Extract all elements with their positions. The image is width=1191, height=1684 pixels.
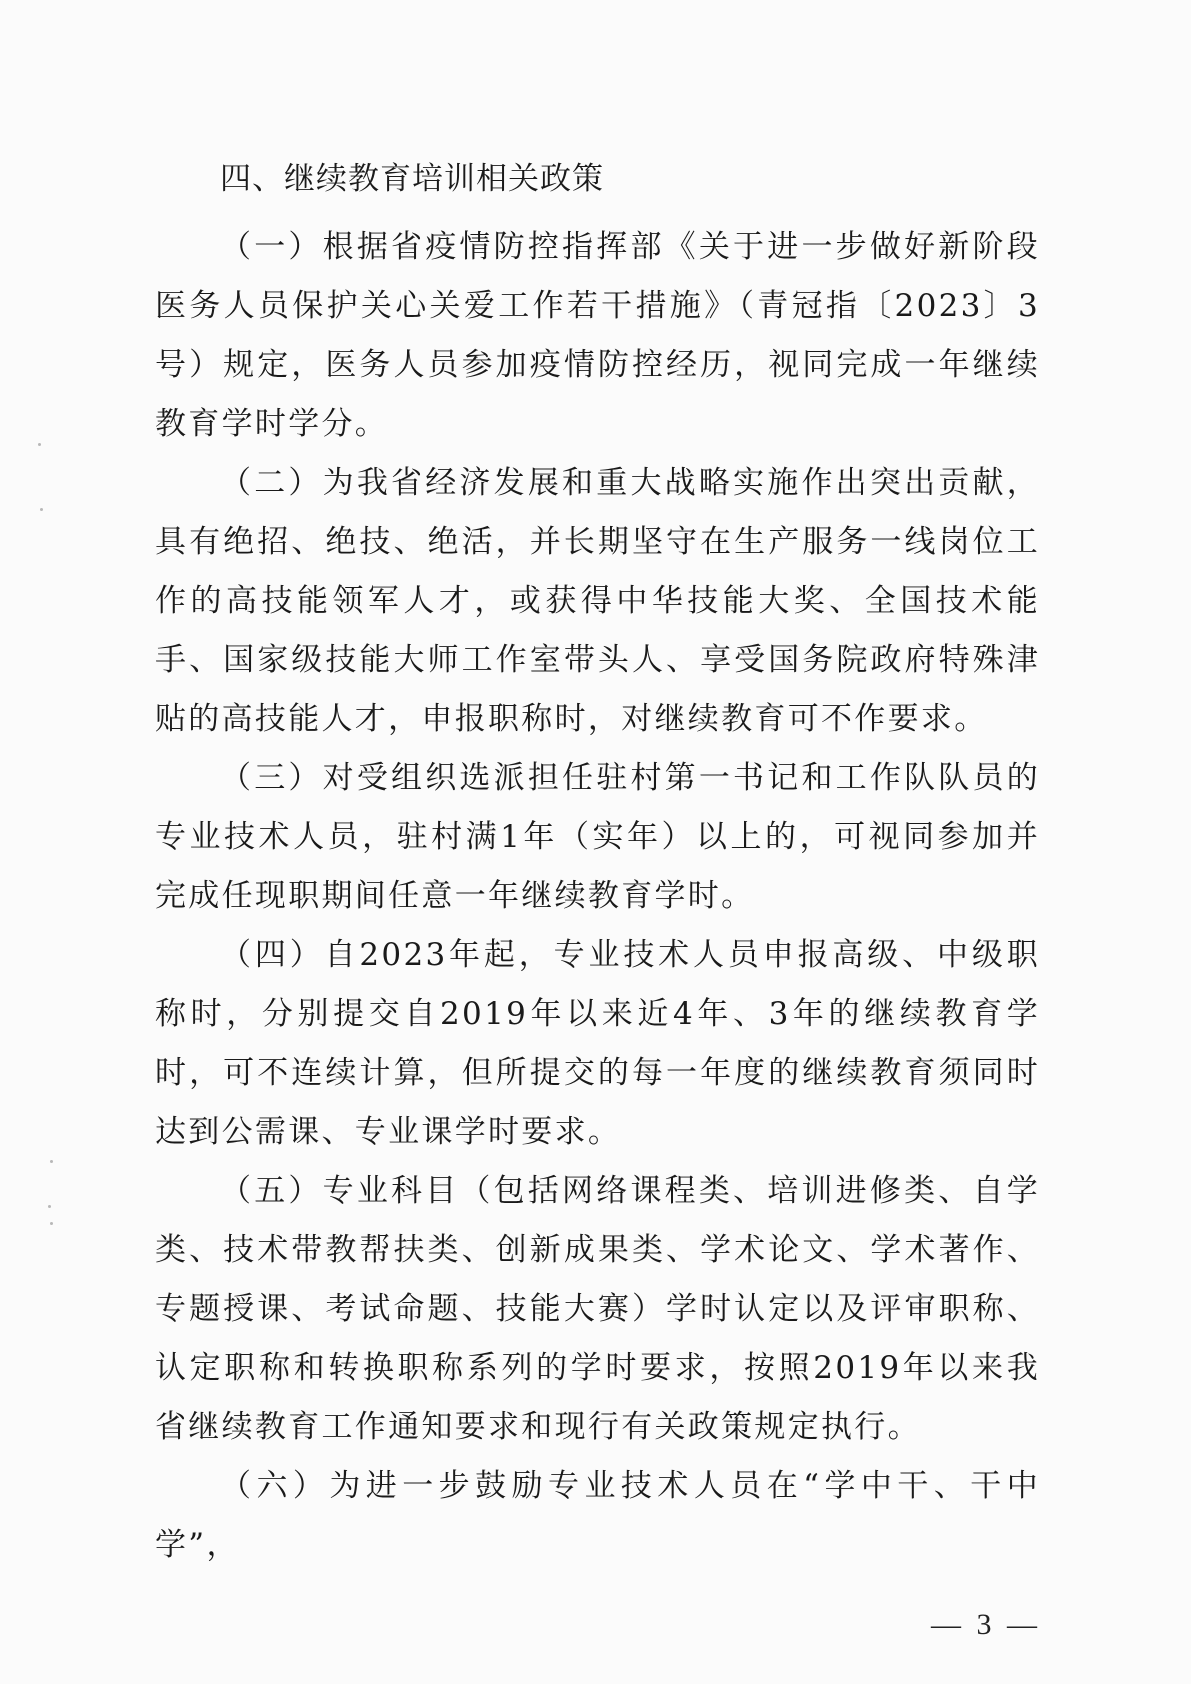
page-number: — 3 —: [931, 1608, 1041, 1641]
paragraph-3: （三）对受组织选派担任驻村第一书记和工作队队员的专业技术人员，驻村满1年（实年）以上的，可视同参加并完成任现职期间任意一年继续教育学时。: [155, 760, 1040, 914]
scan-speck: [50, 1160, 53, 1163]
section-heading: 四、继续教育培训相关政策: [220, 161, 604, 197]
paragraph-6: （六）为进一步鼓励专业技术人员在“学中干、干中学”，: [155, 1468, 1040, 1563]
paragraph-5: （五）专业科目（包括网络课程类、培训进修类、自学类、技术带教帮扶类、创新成果类、学术论文、学术著作、专题授课、考试命题、技能大赛）学时认定以及评审职称、认定职称和转换职称系列的学时要求，按照2019年以来我省继续教育工作通知要求和现行有关政策规定执行。: [155, 1173, 1040, 1445]
scan-speck: [40, 508, 43, 511]
document-body: [155, 158, 1040, 1575]
scan-speck: [48, 1205, 51, 1208]
paragraph-2: （二）为我省经济发展和重大战略实施作出突出贡献，具有绝招、绝技、绝活，并长期坚守在生产服务一线岗位工作的高技能领军人才，或获得中华技能大奖、全国技术能手、国家级技能大师工作室带头人、享受国务院政府特殊津贴的高技能人才，申报职称时，对继续教育可不作要求。: [155, 465, 1040, 737]
scan-speck: [38, 443, 41, 446]
paragraph-4: （四）自2023年起，专业技术人员申报高级、中级职称时，分别提交自2019年以来近4年、3年的继续教育学时，可不连续计算，但所提交的每一年度的继续教育须同时达到公需课、专业课学时要求。: [155, 937, 1040, 1150]
paragraph-1: （一）根据省疫情防控指挥部《关于进一步做好新阶段医务人员保护关心关爱工作若干措施》（青冠指〔2023〕3号）规定，医务人员参加疫情防控经历，视同完成一年继续教育学时学分。: [155, 229, 1040, 442]
scan-speck: [50, 1222, 53, 1225]
